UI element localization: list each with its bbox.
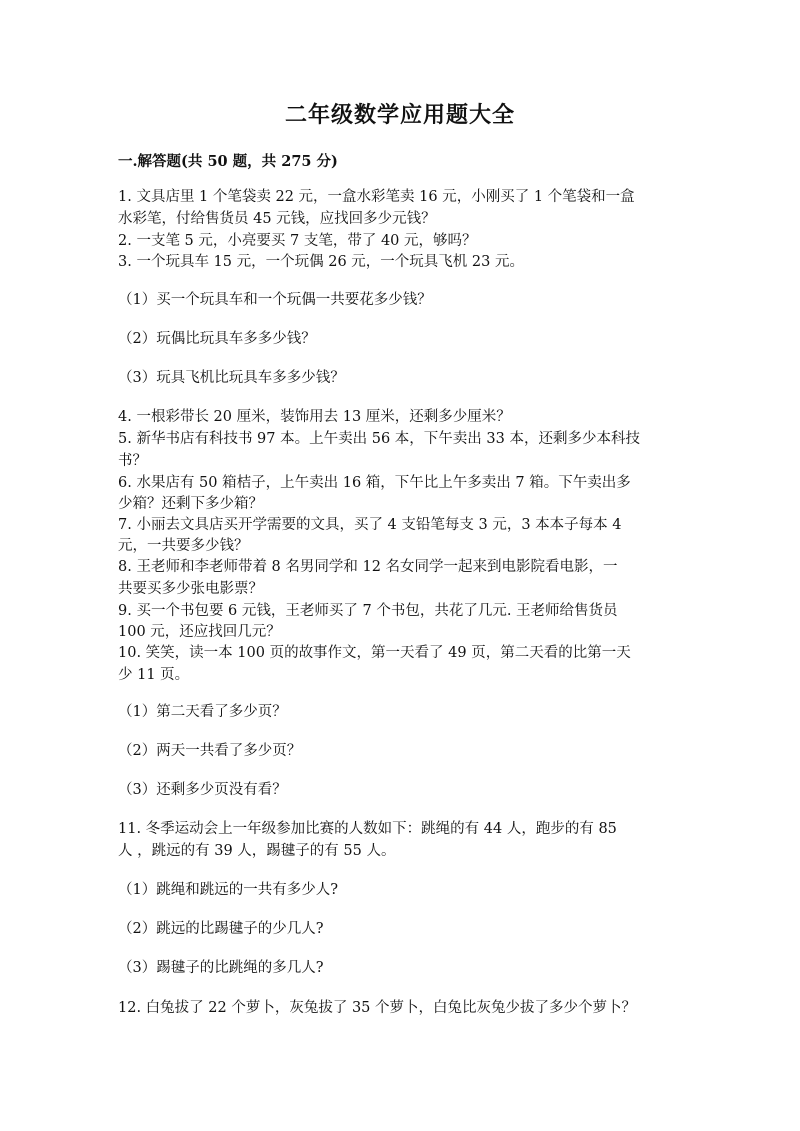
problem-line: 8. 王老师和李老师带着 8 名男同学和 12 名女同学一起来到电影院看电影，一 (118, 559, 618, 575)
problem-line: 6. 水果店有 50 箱桔子，上午卖出 16 箱，下午比上午多卖出 7 箱。下午卖出多 (118, 475, 631, 491)
problem-line: 11. 冬季运动会上一年级参加比赛的人数如下：跳绳的有 44 人，跑步的有 85 (118, 821, 617, 837)
problem-line: 7. 小丽去文具店买开学需要的文具，买了 4 支铅笔每支 3 元，3 本本子每本 4 (118, 517, 622, 533)
problem-line: 10. 笑笑，读一本 100 页的故事作文，第一天看了 49 页，第二天看的比第一天 (118, 645, 631, 661)
sub-question: （1）跳绳和跳远的一共有多少人? (118, 882, 338, 898)
problem-line: 12. 白兔拔了 22 个萝卜，灰兔拔了 35 个萝卜，白兔比灰兔少拔了多少个萝卜？ (118, 1000, 637, 1016)
problem-line: 共要买多少张电影票？ (118, 581, 263, 597)
problem-line: 5. 新华书店有科技书 97 本。上午卖出 56 本，下午卖出 33 本，还剩多少本科技 (118, 431, 640, 447)
sub-question: （2）玩偶比玩具车多多少钱？ (118, 331, 316, 347)
problem-line: 人 ，跳远的有 39 人，踢毽子的有 55 人。 (118, 843, 396, 859)
sub-question: （1）第二天看了多少页？ (118, 704, 287, 720)
problem-line: 1. 文具店里 1 个笔袋卖 22 元，一盒水彩笔卖 16 元，小刚买了 1 个笔袋和一盒 (118, 189, 635, 205)
problem-line: 100 元，还应找回几元？ (118, 624, 281, 640)
problem-line: 书？ (118, 453, 147, 469)
sub-question: （2）跳远的比踢毽子的少几人? (118, 921, 324, 937)
sub-question: （3）玩具飞机比玩具车多多少钱？ (118, 370, 345, 386)
problem-line: 少箱？还剩下多少箱？ (118, 496, 263, 512)
problem-line: 9. 买一个书包要 6 元钱，王老师买了 7 个书包，共花了几元. 王老师给售货员 (118, 603, 618, 619)
sub-question: （2）两天一共看了多少页？ (118, 743, 302, 759)
sub-question: （3）踢毽子的比跳绳的多几人? (118, 960, 324, 976)
problem-line: 3. 一个玩具车 15 元，一个玩偶 26 元，一个玩具飞机 23 元。 (118, 254, 524, 270)
section-heading: 一.解答题(共 50 题，共 275 分) (118, 153, 338, 170)
sub-question: （1）买一个玩具车和一个玩偶一共要花多少钱？ (118, 292, 432, 308)
problem-line: 2. 一支笔 5 元，小亮要买 7 支笔，带了 40 元，够吗？ (118, 233, 477, 249)
page-title: 二年级数学应用题大全 (284, 102, 515, 128)
problem-line: 4. 一根彩带长 20 厘米，装饰用去 13 厘米，还剩多少厘米？ (118, 409, 511, 425)
problem-line: 元，一共要多少钱？ (118, 538, 249, 554)
sub-question: （3）还剩多少页没有看？ (118, 782, 287, 798)
problem-line: 少 11 页。 (118, 667, 190, 683)
problem-line: 水彩笔，付给售货员 45 元钱，应找回多少元钱？ (118, 211, 436, 227)
